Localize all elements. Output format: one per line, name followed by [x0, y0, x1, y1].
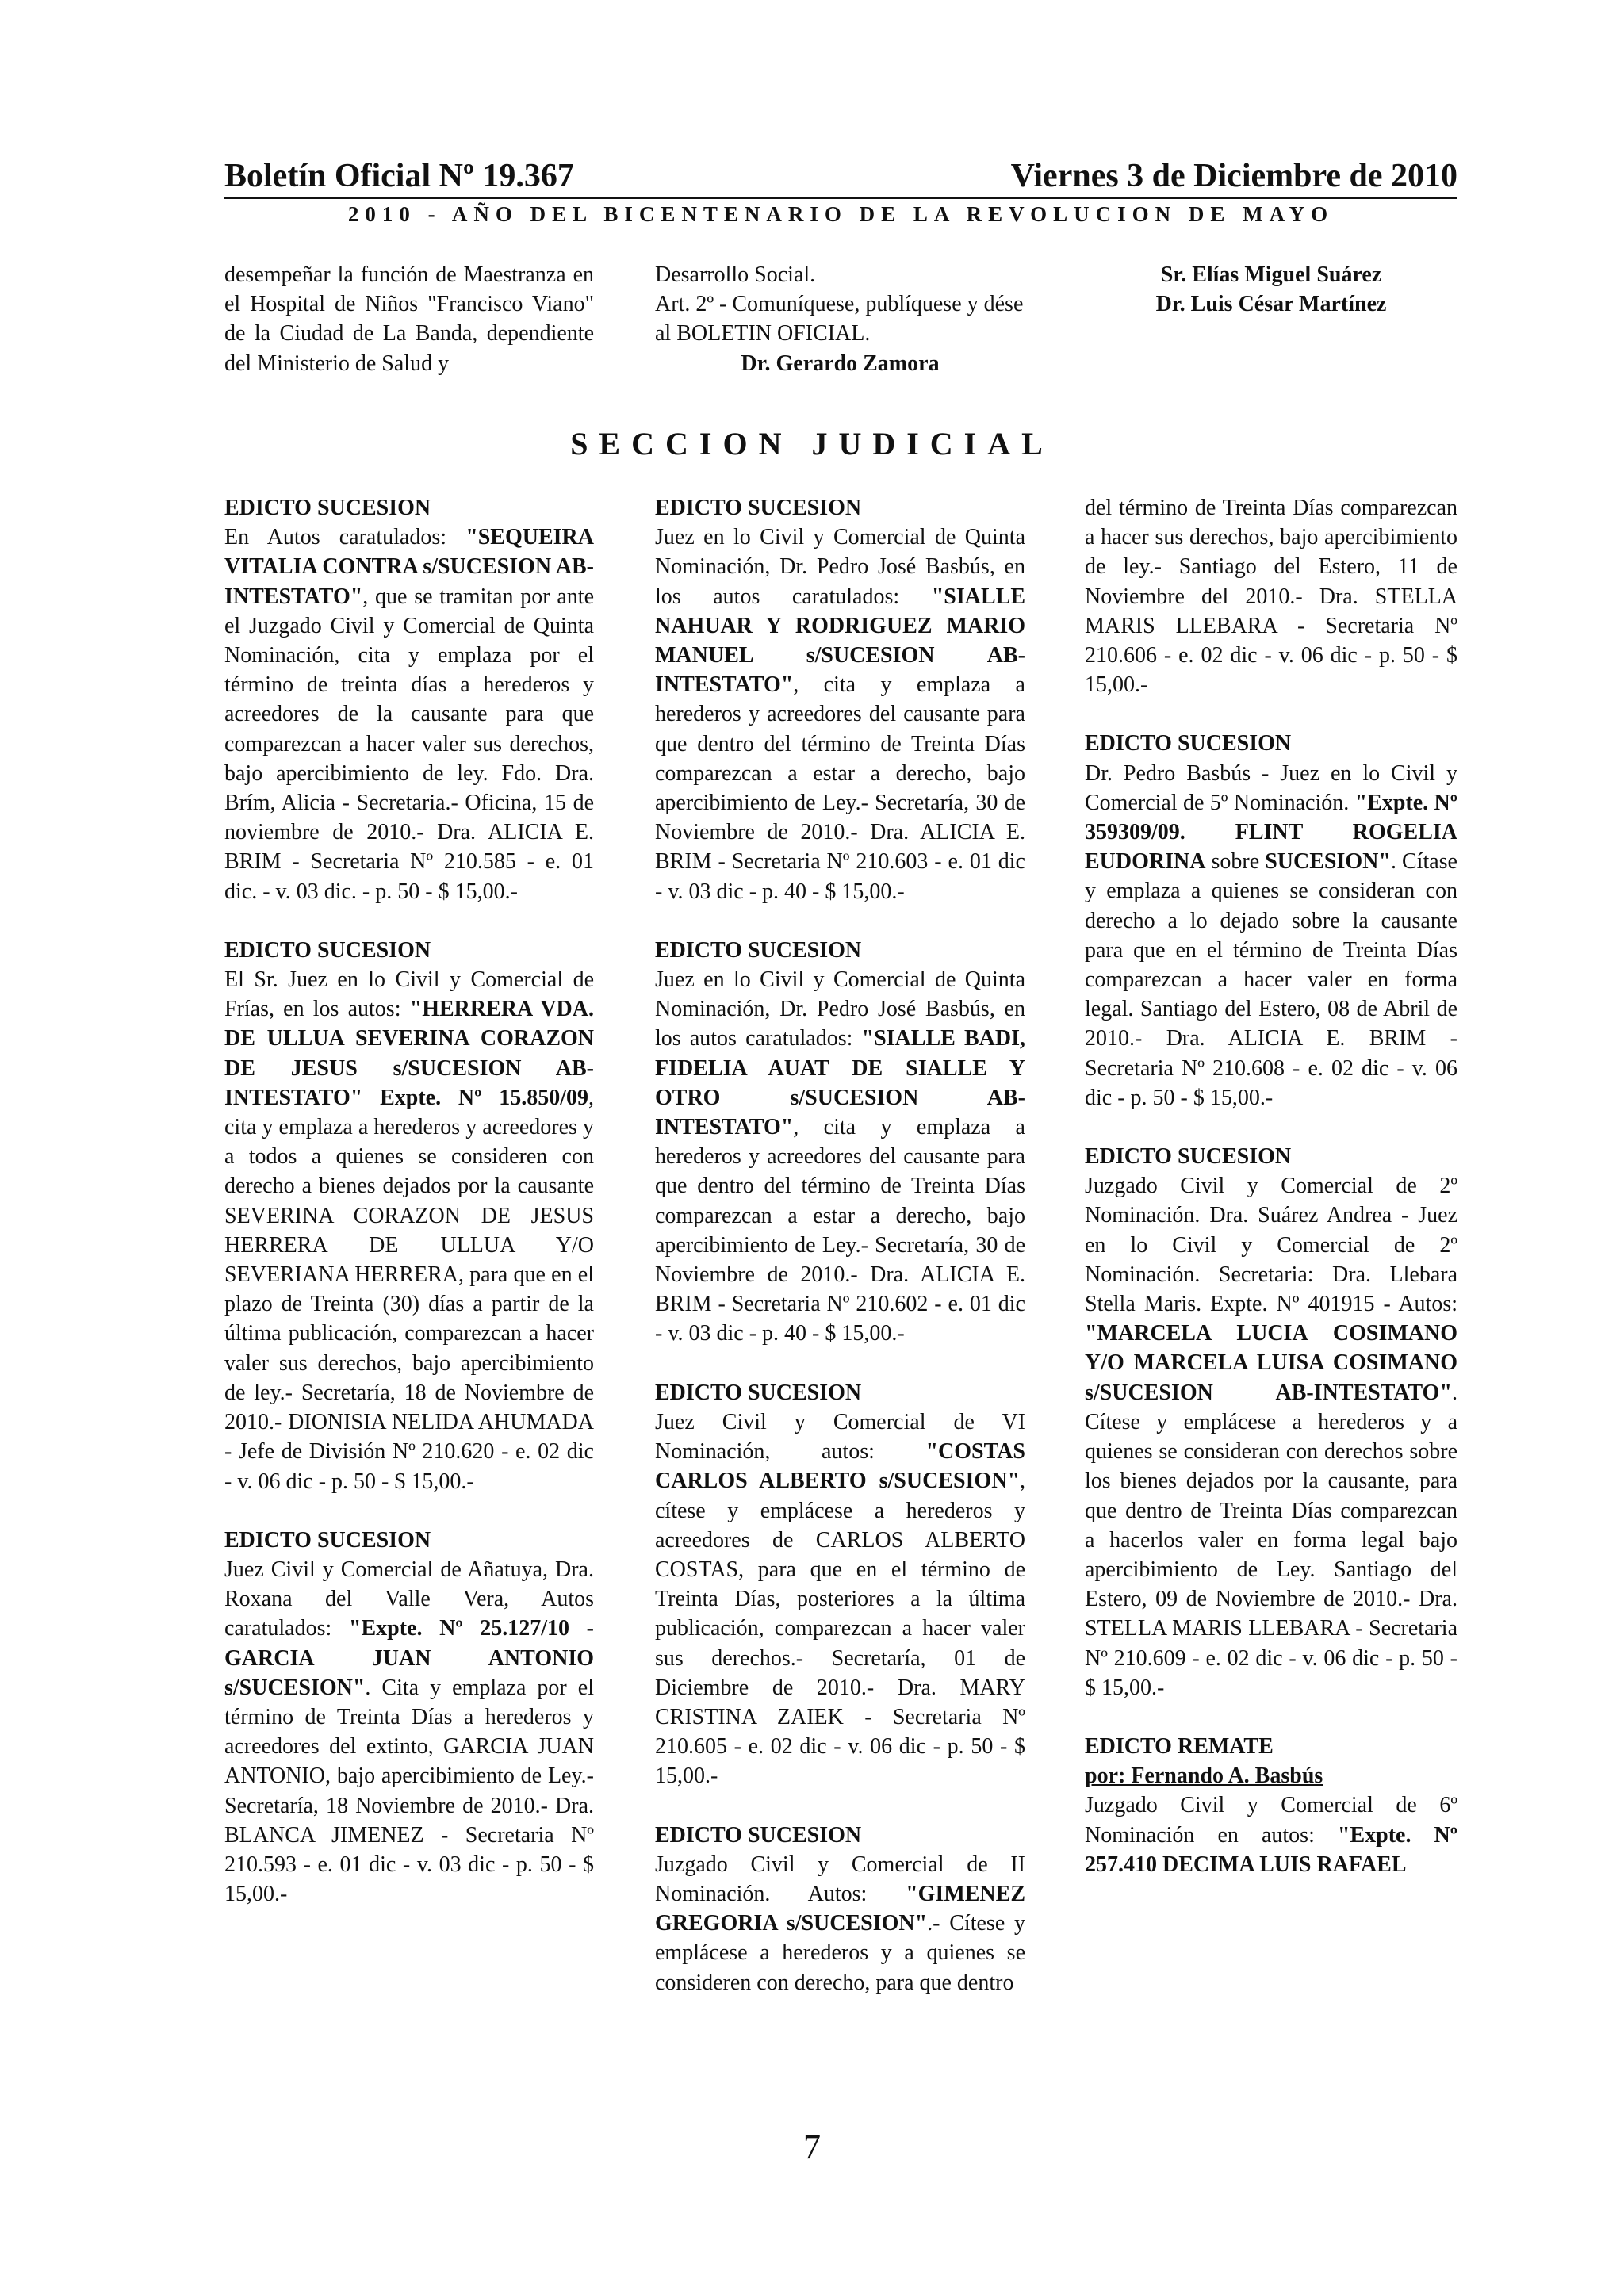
edict-title: EDICTO SUCESION: [224, 1527, 431, 1553]
signature-2: Dr. Luis César Martínez: [1155, 292, 1387, 317]
edict-title: EDICTO SUCESION: [224, 496, 431, 520]
column-2: [655, 493, 1025, 1997]
top-col-1: [224, 260, 594, 378]
edict-title: EDICTO SUCESION: [655, 937, 862, 963]
page-number: 7: [803, 2127, 821, 2166]
edict-1: EDICTO SUCESION En Autos caratulados: "SEQUEIRA VITALIA CONTRA s/SUCESION AB-INTESTATO", que se tramitan por ante el Juzgado Civil y Comercial de Quinta Nominación, cita y emplaza por el término de treinta días a herederos y acreedores de la causante para que comparezcan a hacer valer sus derechos, bajo apercibimiento de ley. Fdo. Dra. Brím, Alicia - Secretaria.- Oficina, 15 de noviembre de 2010.- Dra. ALICIA E. BRIM - Secretaria Nº 210.585 - e. 01 dic. - v. 03 dic. - p. 50 - $ 15,00.-: [224, 496, 594, 904]
edict-title: EDICTO SUCESION: [224, 937, 431, 963]
decree-continuation: desempeñar la función de Maestranza en el Hospital de Niños "Francisco Viano" de la Ciudad de La Banda, dependiente del Ministerio de Salud y: [224, 262, 594, 376]
header-motto: 2010 - AÑO DEL BICENTENARIO DE LA REVOLUCION DE MAYO: [347, 202, 1335, 226]
edict-9: EDICTO SUCESION Juzgado Civil y Comercial de 2º Nominación. Dra. Suárez Andrea - Juez en lo Civil y Comercial de 2º Nominación. Secretaria: Dra. Llebara Stella Maris. Expte. Nº 401915 - Autos: "MARCELA LUCIA COSIMANO Y/O MARCELA LUISA COSIMANO s/SUCESION AB-INTESTATO". Cítese y emplácese a herederos y a quienes se consideran con derechos sobre los bienes dejados por la causante, para que dentro de Treinta Días comparezcan a hacerlos valer en forma legal bajo apercibimiento de Ley. Santiago del Estero, 09 de Noviembre de 2010.- Dra. STELLA MARIS LLEBARA - Secretaria Nº 210.609 - e. 02 dic - v. 06 dic - p. 50 - $ 15,00.-: [1085, 1144, 1457, 1700]
signature-governor: Dr. Gerardo Zamora: [741, 350, 940, 376]
auctioneer-name: por: Fernando A. Basbús: [1085, 1764, 1323, 1789]
edict-title: EDICTO REMATE: [1085, 1733, 1274, 1759]
edict-title: EDICTO SUCESION: [655, 1380, 862, 1405]
issue-date: Viernes 3 de Diciembre de 2010: [1010, 158, 1457, 194]
signature-1: Sr. Elías Miguel Suárez: [1160, 262, 1382, 287]
top-col-3: [1085, 260, 1457, 319]
edict-title: EDICTO SUCESION: [655, 1822, 862, 1848]
edict-title: EDICTO SUCESION: [1085, 1144, 1292, 1170]
edict-4: EDICTO SUCESION Juez en lo Civil y Comercial de Quinta Nominación, Dr. Pedro José Basbús, en los autos caratulados: "SIALLE NAHUAR Y RODRIGUEZ MARIO MANUEL s/SUCESION AB-INTESTATO", cita y emplaza a herederos y acreedores del causante para que dentro del término de Treinta Días comparezcan a estar a derecho, bajo apercibimiento de Ley.- Secretaría, 30 de Noviembre de 2010.- Dra. ALICIA E. BRIM - Secretaria Nº 210.603 - e. 01 dic - v. 03 dic - p. 40 - $ 15,00.-: [655, 496, 1025, 904]
edict-8: EDICTO SUCESION Dr. Pedro Basbús - Juez en lo Civil y Comercial de 5º Nominación. "Expte. Nº 359309/09. FLINT ROGELIA EUDORINA sobre SUCESION". Cítase y emplaza a quienes se consideran con derecho a lo dejado sobre la causante para que en el término de Treinta Días comparezcan a hacer valer en forma legal. Santiago del Estero, 08 de Abril de 2010.- Dra. ALICIA E. BRIM - Secretaria Nº 210.608 - e. 02 dic - v. 06 dic - p. 50 - $ 15,00.-: [1085, 731, 1457, 1110]
edict-title: EDICTO SUCESION: [1085, 731, 1292, 756]
page-header: [224, 157, 1457, 227]
edict-6: EDICTO SUCESION Juez Civil y Comercial de VI Nominación, autos: "COSTAS CARLOS ALBERTO s/SUCESION", cítese y emplácese a herederos y acreedores de CARLOS ALBERTO COSTAS, para que en el término de Treinta Días, posteriores a la última publicación, comparezcan a hacer valer sus derechos.- Secretaría, 01 de Diciembre de 2010.- Dra. MARY CRISTINA ZAIEK - Secretaria Nº 210.605 - e. 02 dic - v. 06 dic - p. 50 - $ 15,00.-: [655, 1380, 1025, 1789]
edict-7-continuation: del término de Treinta Días comparezcan a hacer sus derechos, bajo apercibimiento de ley.- Santiago del Estero, 11 de Noviembre del 2010.- Dra. STELLA MARIS LLEBARA - Secretaria Nº 210.606 - e. 02 dic - v. 06 dic - p. 50 - $ 15,00.-: [1085, 496, 1457, 698]
edict-5: EDICTO SUCESION Juez en lo Civil y Comercial de Quinta Nominación, Dr. Pedro José Basbús, en los autos caratulados: "SIALLE BADI, FIDELIA AUAT DE SIALLE Y OTRO s/SUCESION AB-INTESTATO", cita y emplaza a herederos y acreedores del causante para que dentro del término de Treinta Días comparezcan a estar a derecho, bajo apercibimiento de Ley.- Secretaría, 30 de Noviembre de 2010.- Dra. ALICIA E. BRIM - Secretaria Nº 210.602 - e. 01 dic - v. 03 dic - p. 40 - $ 15,00.-: [655, 937, 1025, 1346]
gazette-title: Boletín Oficial Nº 19.367: [224, 158, 574, 194]
header-rule: [224, 197, 1457, 199]
edict-10: EDICTO REMATE por: Fernando A. Basbús Juzgado Civil y Comercial de 6º Nominación en autos: "Expte. Nº 257.410 DECIMA LUIS RAFAEL: [1085, 1733, 1457, 1877]
decree-articles: Desarrollo Social. Art. 2º - Comuníquese, publíquese y dése al BOLETIN OFICIAL.: [655, 262, 1024, 347]
edict-title: EDICTO SUCESION: [655, 496, 862, 520]
edict-2: EDICTO SUCESION El Sr. Juez en lo Civil y Comercial de Frías, en los autos: "HERRERA VDA. DE ULLUA SEVERINA CORAZON DE JESUS s/SUCESION AB-INTESTATO" Expte. Nº 15.850/09, cita y emplaza a herederos y acreedores y a todos a quienes se consideren con derecho a bienes dejados por la causante SEVERINA CORAZON DE JESUS HERRERA DE ULLUA Y/O SEVERIANA HERRERA, para que en el plazo de Treinta (30) días a partir de la última publicación, comparezcan a hacer valer sus derechos, bajo apercibimiento de ley.- Secretaría, 18 de Noviembre de 2010.- DIONISIA NELIDA AHUMADA - Jefe de División Nº 210.620 - e. 02 dic - v. 06 dic - p. 50 - $ 15,00.-: [224, 937, 594, 1494]
edict-7: EDICTO SUCESION Juzgado Civil y Comercial de II Nominación. Autos: "GIMENEZ GREGORIA s/SUCESION".- Cítese y emplácese a herederos y a quienes se consideren con derecho, para que dentro: [655, 1822, 1026, 1995]
top-col-2: [655, 260, 1025, 378]
column-1: [224, 493, 594, 1909]
column-3: [1085, 493, 1457, 1879]
section-title: SECCION JUDICIAL: [570, 426, 1054, 461]
edict-3: EDICTO SUCESION Juez Civil y Comercial de Añatuya, Dra. Roxana del Valle Vera, Autos caratulados: "Expte. Nº 25.127/10 - GARCIA JUAN ANTONIO s/SUCESION". Cita y emplaza por el término de Treinta Días a herederos y acreedores del extinto, GARCIA JUAN ANTONIO, bajo apercibimiento de Ley.- Secretaría, 18 Noviembre de 2010.- Dra. BLANCA JIMENEZ - Secretaria Nº 210.593 - e. 01 dic - v. 03 dic - p. 50 - $ 15,00.-: [224, 1527, 594, 1907]
